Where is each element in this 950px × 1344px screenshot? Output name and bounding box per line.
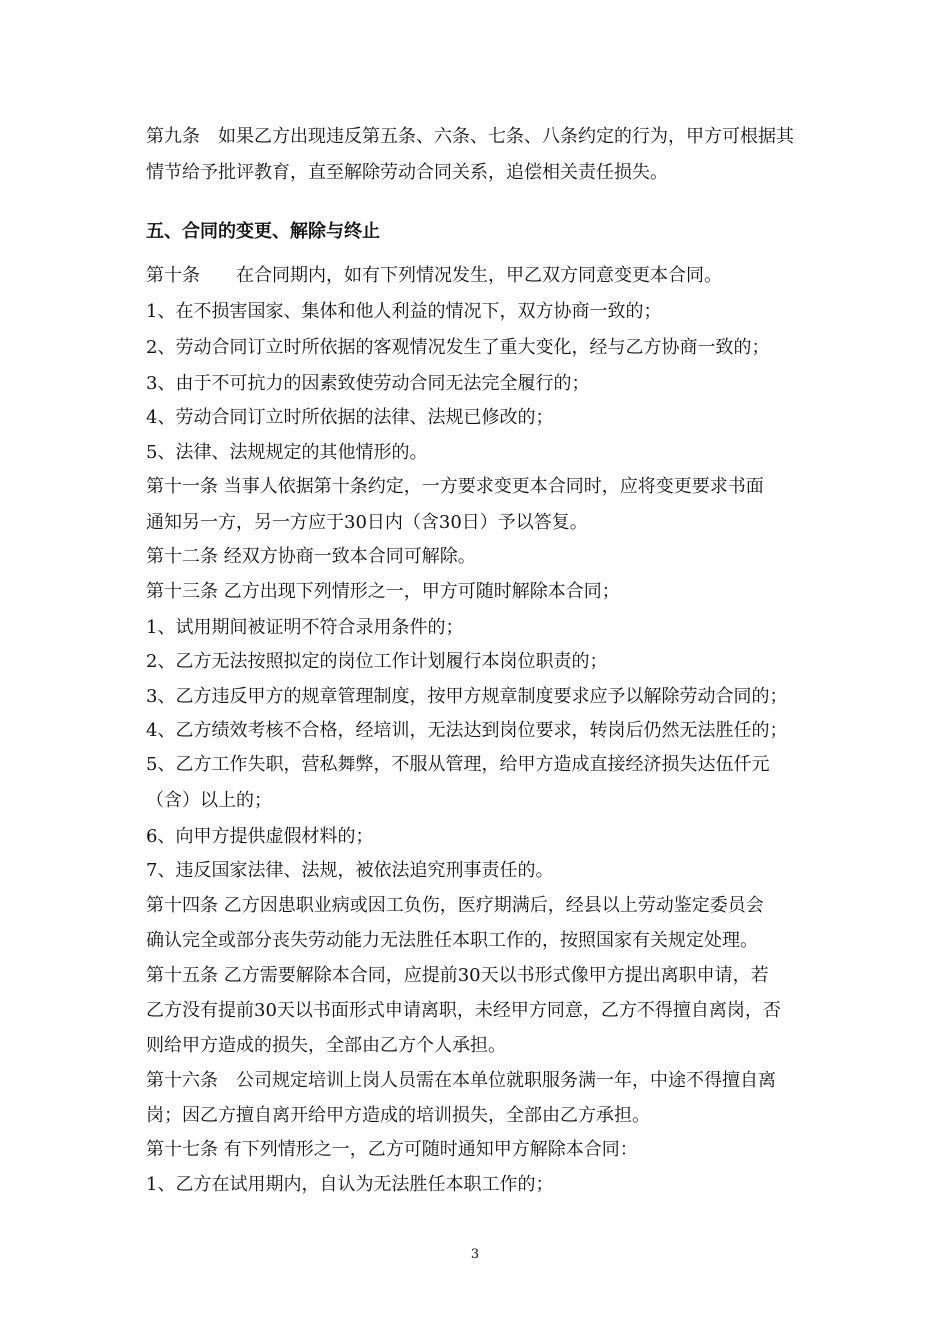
paragraph-line: 2、劳动合同订立时所依据的客观情况发生了重大变化，经与乙方协商一致的； xyxy=(146,337,770,358)
paragraph-line: 第十一条 当事人依据第十条约定，一方要求变更本合同时，应将变更要求书面 xyxy=(146,476,764,497)
paragraph-line: 确认完全或部分丧失劳动能力无法胜任本职工作的，按照国家有关规定处理。 xyxy=(146,930,758,951)
paragraph-line: 3、乙方违反甲方的规章管理制度，按甲方规章制度要求应予以解除劳动合同的； xyxy=(146,686,788,707)
paragraph-line: 4、劳动合同订立时所依据的法律、法规已修改的； xyxy=(146,407,554,428)
section-heading: 五、合同的变更、解除与终止 xyxy=(146,221,380,242)
page-number: 3 xyxy=(470,1247,480,1262)
paragraph-line: 1、在不损害国家、集体和他人利益的情况下，双方协商一致的； xyxy=(146,301,662,322)
paragraph-line: 1、乙方在试用期内，自认为无法胜任本职工作的； xyxy=(146,1174,554,1195)
paragraph-line: 情节给予批评教育，直至解除劳动合同关系，追偿相关责任损失。 xyxy=(146,162,668,183)
paragraph-line: 第十五条 乙方需要解除本合同，应提前30天以书形式像甲方提出离职申请，若 xyxy=(146,965,769,986)
paragraph-line: 1、试用期间被证明不符合录用条件的； xyxy=(146,617,464,638)
paragraph-line: 5、法律、法规规定的其他情形的。 xyxy=(146,442,428,463)
paragraph-line: 5、乙方工作失职，营私舞弊，不服从管理，给甲方造成直接经济损失达伍仟元 xyxy=(146,754,770,775)
paragraph-line: 乙方没有提前30天以书面形式申请离职，未经甲方同意，乙方不得擅自离岗，否 xyxy=(146,1000,781,1021)
paragraph-line: 6、向甲方提供虚假材料的； xyxy=(146,826,374,847)
paragraph-line: （含）以上的； xyxy=(146,790,272,811)
paragraph-line: 第十四条 乙方因患职业病或因工负伤，医疗期满后，经县以上劳动鉴定委员会 xyxy=(146,895,764,916)
paragraph-line: 4、乙方绩效考核不合格，经培训，无法达到岗位要求，转岗后仍然无法胜任的； xyxy=(146,720,788,741)
paragraph-line: 第十条 在合同期内，如有下列情况发生，甲乙双方同意变更本合同。 xyxy=(146,265,722,286)
paragraph-line: 通知另一方，另一方应于30日内（含30日）予以答复。 xyxy=(146,512,588,533)
paragraph-line: 则给甲方造成的损失，全部由乙方个人承担。 xyxy=(146,1035,506,1056)
paragraph-line: 7、违反国家法律、法规，被依法追究刑事责任的。 xyxy=(146,860,554,881)
paragraph-line: 第十七条 有下列情形之一，乙方可随时通知甲方解除本合同： xyxy=(146,1139,638,1160)
paragraph-line: 第十六条 公司规定培训上岗人员需在本单位就职服务满一年，中途不得擅自离 xyxy=(146,1070,776,1091)
paragraph-line: 第十二条 经双方协商一致本合同可解除。 xyxy=(146,546,476,567)
paragraph-line: 2、乙方无法按照拟定的岗位工作计划履行本岗位职责的； xyxy=(146,651,608,672)
paragraph-line: 第九条 如果乙方出现违反第五条、六条、七条、八条约定的行为，甲方可根据其 xyxy=(146,126,794,147)
paragraph-line: 岗；因乙方擅自离开给甲方造成的培训损失，全部由乙方承担。 xyxy=(146,1105,650,1126)
paragraph-line: 3、由于不可抗力的因素致使劳动合同无法完全履行的； xyxy=(146,373,590,394)
paragraph-line: 第十三条 乙方出现下列情形之一，甲方可随时解除本合同； xyxy=(146,581,620,602)
